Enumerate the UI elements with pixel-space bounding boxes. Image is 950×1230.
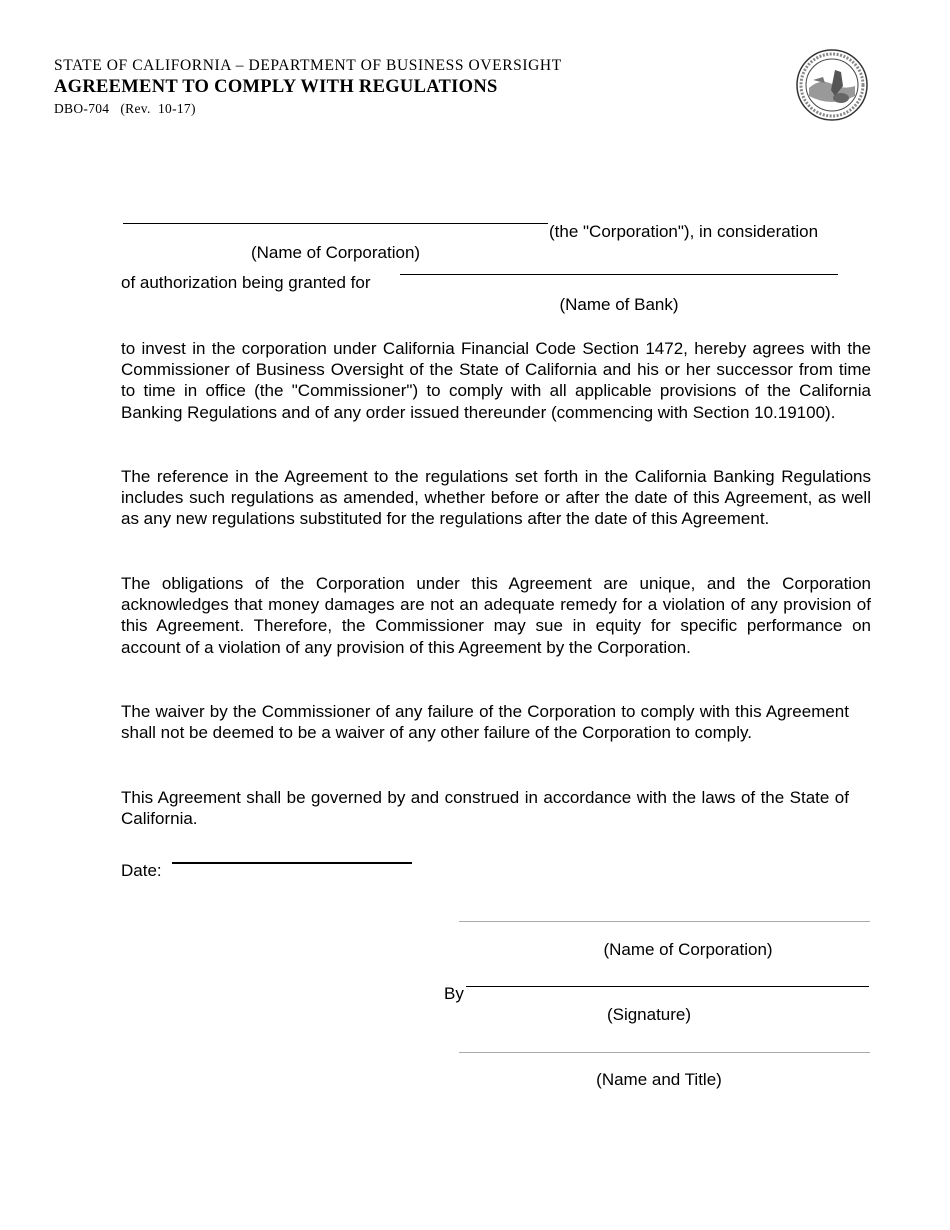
paragraph-governing-law: This Agreement shall be governed by and construed in accordance with the laws of the State of California.: [121, 788, 849, 829]
signature-caption: (Signature): [606, 1005, 692, 1024]
signature-corporation-caption: (Name of Corporation): [603, 940, 773, 959]
corporation-name-caption: (Name of Corporation): [250, 243, 421, 262]
bank-name-caption: (Name of Bank): [559, 295, 679, 314]
corporation-signature-line[interactable]: [459, 921, 870, 922]
corporation-suffix-text: (the "Corporation"), in consideration: [549, 222, 819, 241]
authorization-label: of authorization being granted for: [121, 273, 371, 292]
form-number: DBO-704 (Rev. 10-17): [54, 101, 196, 116]
date-label: Date:: [121, 861, 162, 880]
bank-name-field[interactable]: [400, 274, 838, 275]
name-title-caption: (Name and Title): [596, 1070, 722, 1089]
name-title-line[interactable]: [459, 1052, 870, 1053]
state-seal-logo: [795, 48, 869, 122]
agency-name: STATE OF CALIFORNIA – DEPARTMENT OF BUSINESS OVERSIGHT: [54, 57, 562, 74]
paragraph-obligations: The obligations of the Corporation under this Agreement are unique, and the Corporation acknowledges that money damages are not an adequate remedy for a violation of any provision of this Agreement. Therefore, the Commissioner may sue in equity for specific performance on account of a violation of any provision of this Agreement by the Corporation.: [121, 574, 871, 657]
by-label: By: [444, 984, 464, 1003]
signature-field[interactable]: [466, 986, 869, 987]
corporation-name-field[interactable]: [123, 223, 548, 224]
paragraph-invest: to invest in the corporation under California Financial Code Section 1472, hereby agrees with the Commissioner of Business Oversight of the State of California and his or her successor from time to time in office (the "Commissioner") to comply with all applicable provisions of the California Banking Regulations and of any order issued thereunder (commencing with Section 10.19100).: [121, 339, 871, 422]
paragraph-reference: The reference in the Agreement to the regulations set forth in the California Banking Regulations includes such regulations as amended, whether before or after the date of this Agreement, as well as any new regulations substituted for the regulations after the date of this Agreement.: [121, 467, 871, 529]
paragraph-waiver: The waiver by the Commissioner of any failure of the Corporation to comply with this Agreement shall not be deemed to be a waiver of any other failure of the Corporation to comply.: [121, 702, 849, 743]
form-title: AGREEMENT TO COMPLY WITH REGULATIONS: [54, 77, 498, 97]
date-field[interactable]: [172, 862, 412, 864]
